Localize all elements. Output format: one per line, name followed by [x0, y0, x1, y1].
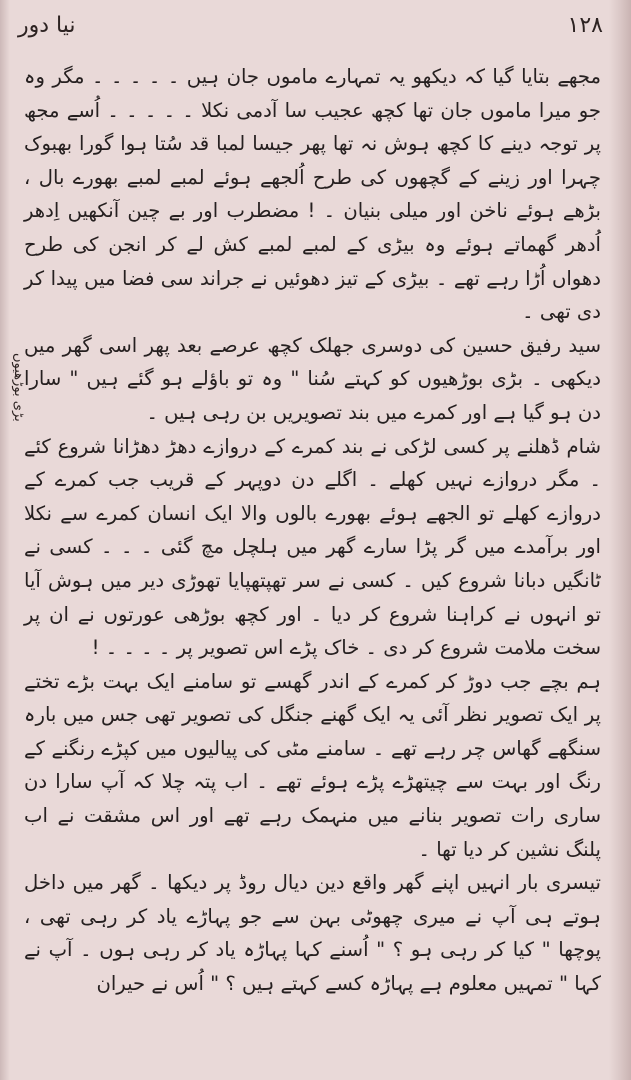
page-header: [18, 8, 603, 42]
paragraph-1: مجھے بتایا گیا کہ دیکھو یہ تمہارے ماموں جان ہیں ۔ ۔ ۔ ۔ ۔ مگر وہ جو میرا ماموں جان تھا کچھ عجیب سا آدمی نکلا ۔ ۔ ۔ ۔ ۔ اُسے مجھ پر توجہ دینے کا کچھ ہوش نہ تھا پھر جیسا لمبا قد سُتا ہوا گورا بھبوک چہرا اور زینے کے گچھوں کی طرح اُلجھے ہوئے لمبے لمبے بھورے بال ، بڑھے ہوئے ناخن اور میلی بنیان ۔ ! مضطرب اور بے چین آنکھیں اِدھر اُدھر گھماتے ہوئے وہ بیڑی کے لمبے لمبے کش لے کر انجن کی طرح دھواں اُڑا رہے تھے ۔ بیڑی کے تیز دھوئیں نے جراند سی فضا میں پیدا کر دی تھی ۔: [24, 65, 601, 324]
page-right-edge: [609, 0, 631, 1080]
page-left-edge: [0, 0, 10, 1080]
paragraph-4: ہم بچے جب دوڑ کر کمرے کے اندر گھسے تو سامنے ایک بہت بڑے تختے پر ایک تصویر نظر آئی یہ ایک گھنے جنگل کی تصویر تھی جس میں بارہ سنگھے گھاس چر رہے تھے ۔ سامنے مٹی کی پیالیوں میں کپڑے رنگنے کے رنگ اور بہت سے چیتھڑے پڑے ہوئے تھے ۔ اب پتہ چلا کہ آپ سارا دن ساری رات تصویر بنانے میں منہمک رہے تھے اور اس مشقت نے اب پلنگ نشین کر دیا تھا ۔: [24, 669, 601, 861]
paragraph-5: تیسری بار انہیں اپنے گھر واقع دین دیال روڈ پر دیکھا ۔ گھر میں داخل ہوتے ہی آپ نے میری چھوٹی بہن سے جو پہاڑے یاد کر رہی تھی ، پوچھا " کیا کر رہی ہو ؟ " اُسنے کہا پہاڑہ یاد کر رہی ہوں ۔ آپ نے کہا " تمہیں معلوم ہے پہاڑہ کسے کہتے ہیں ؟ " اُس نے حیران: [24, 871, 601, 996]
paragraph-3: شام ڈھلنے پر کسی لڑکی نے بند کمرے کے دروازے دھڑ دھڑانا شروع کئے ۔ مگر دروازے نہیں کھلے ۔ اگلے دن دوپہر کے قریب جب کمرے کے دروازے کھلے تو الجھے ہوئے بھورے بالوں والا ایک انسان کمرے سے نکلا اور برآمدے میں گر پڑا سارے گھر میں ہلچل مچ گئی ۔ ۔ ۔ کسی نے ٹانگیں دبانا شروع کیں ۔ کسی نے سر تھپتھپایا تھوڑی دیر میں ہوش آیا تو انہوں نے کراہنا شروع کر دیا ۔ اور کچھ بوڑھی عورتوں نے ان پر سخت ملامت شروع کر دی ۔ خاک پڑے اس تصویر پر ۔ ۔ ۔ ۔ !: [24, 434, 601, 660]
margin-note: بڑی بوڑھیوں: [11, 353, 26, 422]
running-title: نیا دور: [18, 12, 76, 38]
page-body: [24, 60, 601, 1040]
page-number: ۱۲۸: [567, 12, 603, 38]
paragraph-2: سید رفیق حسین کی دوسری جھلک کچھ عرصے بعد پھر اسی گھر میں دیکھی ۔ بڑی بوڑھیوں کو کہتے سُنا " وہ تو باؤلے ہو گئے ہیں " سارا دن ہو گیا ہے اور کمرے میں بند تصویریں بن رہی ہیں ۔: [24, 333, 601, 424]
